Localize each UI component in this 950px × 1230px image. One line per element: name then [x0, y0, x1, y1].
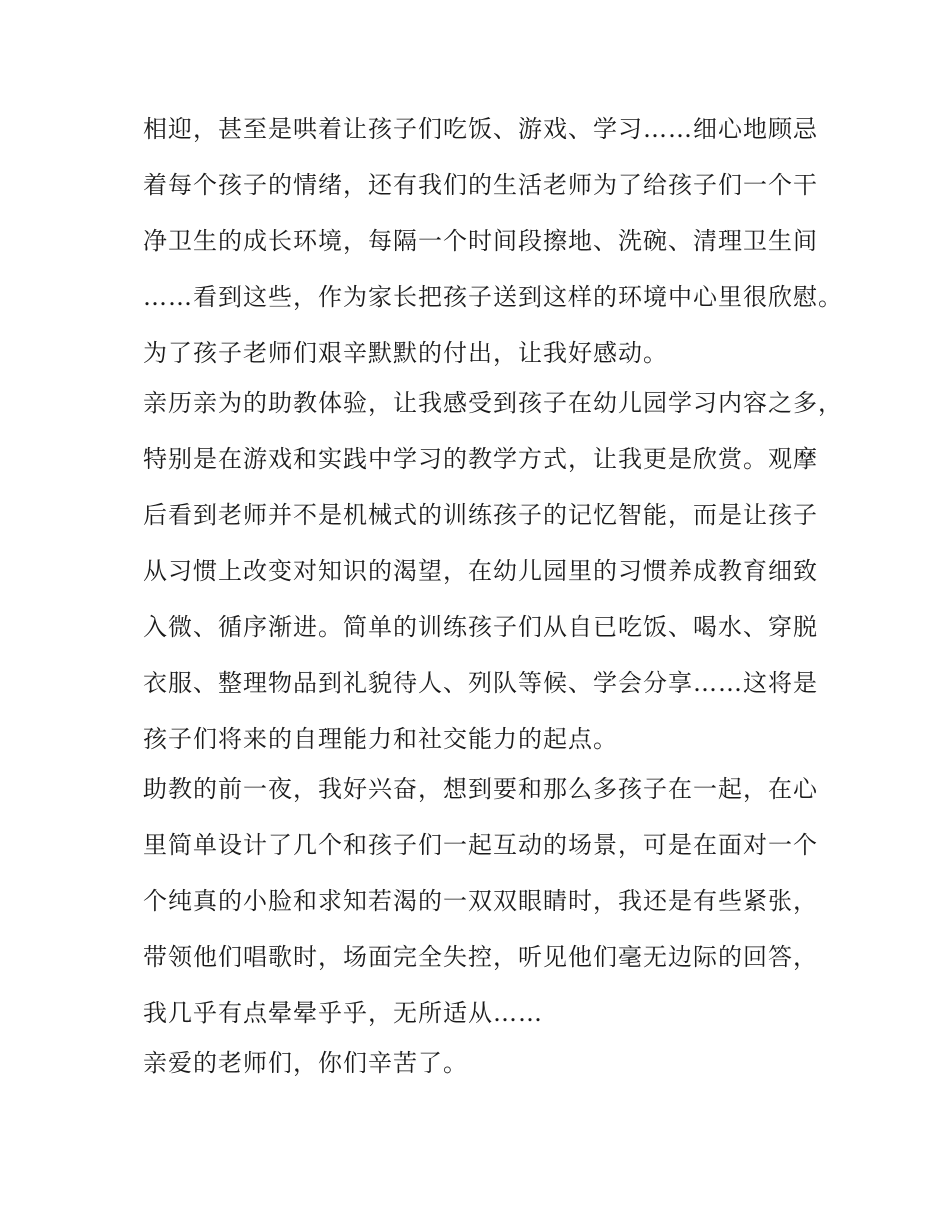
text-line-14: 里简单设计了几个和孩子们一起互动的场景，可是在面对一个 [143, 831, 818, 859]
text-line-6: 亲历亲为的助教体验，让我感受到孩子在幼儿园学习内容之多， [143, 389, 843, 417]
text-line-1: 相迎，甚至是哄着让孩子们吃饭、游戏、学习……细心地顾忌 [143, 115, 818, 143]
text-line-18: 亲爱的老师们，你们辛苦了。 [143, 1049, 468, 1077]
document-body [143, 107, 843, 1097]
text-line-5: 为了孩子老师们艰辛默默的付出，让我好感动。 [143, 339, 668, 367]
text-line-16: 带领他们唱歌时，场面完全失控，听见他们毫无边际的回答， [143, 943, 818, 971]
text-line-4: ……看到这些，作为家长把孩子送到这样的环境中心里很欣慰。 [143, 283, 843, 311]
text-line-8: 后看到老师并不是机械式的训练孩子的记忆智能，而是让孩子 [143, 501, 818, 529]
text-line-13: 助教的前一夜，我好兴奋，想到要和那么多孩子在一起，在心 [143, 775, 818, 803]
text-line-7: 特别是在游戏和实践中学习的教学方式，让我更是欣赏。观摩 [143, 445, 818, 473]
text-line-17: 我几乎有点晕晕乎乎，无所适从…… [143, 999, 543, 1027]
text-line-9: 从习惯上改变对知识的渴望，在幼儿园里的习惯养成教育细致 [143, 557, 818, 585]
text-line-10: 入微、循序渐进。简单的训练孩子们从自已吃饭、喝水、穿脱 [143, 613, 818, 641]
text-line-12: 孩子们将来的自理能力和社交能力的起点。 [143, 725, 618, 753]
text-line-3: 净卫生的成长环境，每隔一个时间段擦地、洗碗、清理卫生间 [143, 227, 818, 255]
text-line-11: 衣服、整理物品到礼貌待人、列队等候、学会分享……这将是 [143, 669, 818, 697]
text-line-15: 个纯真的小脸和求知若渴的一双双眼睛时，我还是有些紧张， [143, 887, 818, 915]
text-line-2: 着每个孩子的情绪，还有我们的生活老师为了给孩子们一个干 [143, 171, 818, 199]
